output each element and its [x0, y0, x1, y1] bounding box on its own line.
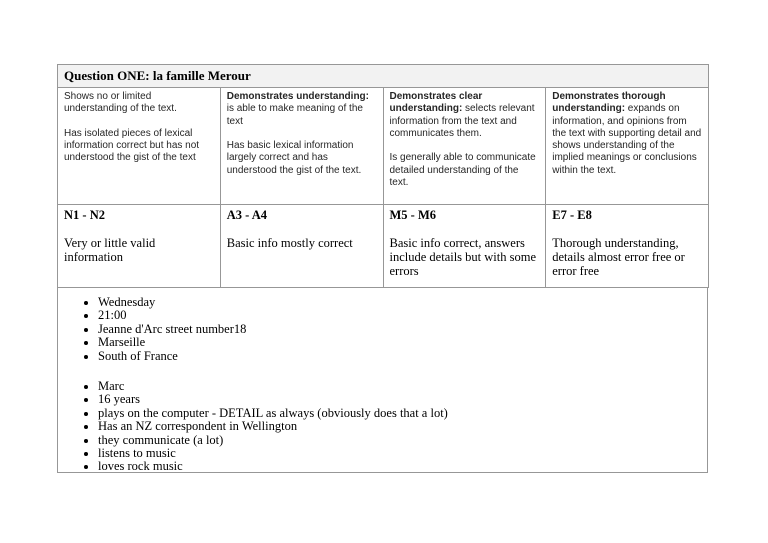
answer-list-marc [58, 380, 707, 473]
descriptor-paragraph: Is generally able to communicate detailed understanding of the text. [389, 152, 536, 189]
grade-band-label: A3 - A4 [226, 208, 268, 222]
answer-item: • South of France [98, 350, 707, 363]
answer-item: • 21:00 [98, 309, 707, 322]
grade-cell-m5-m6 [383, 205, 546, 288]
descriptor-row [58, 88, 709, 205]
answer-item: • they communicate (a lot) [98, 434, 707, 447]
descriptor-text: selects relevant information from the text and communicates them. [389, 103, 535, 139]
descriptor-paragraph [64, 91, 214, 116]
descriptor-paragraph [227, 91, 377, 128]
answer-item: • plays on the computer - DETAIL as always (obviously does that a lot) [98, 407, 707, 420]
answer-item: • Marseille [98, 336, 707, 349]
grade-band-row [58, 205, 709, 288]
grade-band-label: M5 - M6 [389, 208, 437, 222]
grade-cell-e7-e8 [546, 205, 709, 288]
grade-band-label: N1 - N2 [64, 208, 105, 222]
answer-item: • 16 years [98, 393, 707, 406]
answer-item: • Jeanne d'Arc street number18 [98, 323, 707, 336]
answer-item: • Wednesday [98, 296, 707, 309]
descriptor-lead: Demonstrates clear understanding: [389, 91, 483, 115]
descriptor-text: expands on information, and opinions from the text with supporting detail and shows understanding of the implied meanings or conclusions within the text. [552, 103, 702, 176]
grade-band-description: Thorough understanding, details almost error free or error free [552, 236, 685, 278]
descriptor-cell-not-achieved [58, 88, 221, 205]
descriptor-cell-excellence [546, 88, 709, 205]
answer-item: • loves rock music [98, 460, 707, 473]
answer-list-setting [58, 296, 707, 363]
answers-box [57, 287, 708, 473]
grade-band-description: Very or little valid information [64, 236, 156, 264]
title-row [58, 65, 709, 88]
document-page [57, 64, 708, 473]
grade-cell-a3-a4 [220, 205, 383, 288]
descriptor-lead: Demonstrates thorough understanding: [552, 91, 666, 115]
answer-item: • listens to music [98, 447, 707, 460]
descriptor-paragraph: Has isolated pieces of lexical information correct but has not understood the gist of the text [64, 127, 200, 164]
descriptor-text: Shows no or limited understanding of the text. [64, 91, 177, 115]
grade-band-description: Basic info correct, answers include details but with some errors [389, 236, 537, 278]
rubric-table [57, 64, 709, 288]
answer-item: • Has an NZ correspondent in Wellington [98, 420, 707, 433]
descriptor-paragraph: Has basic lexical information largely correct and has understood the gist of the text. [226, 140, 362, 176]
answer-item: • Marc [98, 380, 707, 393]
descriptor-cell-merit [383, 88, 546, 205]
question-title: Question ONE: la famille Merour [58, 65, 709, 88]
grade-band-description: Basic info mostly correct [226, 236, 353, 250]
descriptor-text: is able to make meaning of the text [226, 103, 363, 127]
grade-cell-n1-n2 [58, 205, 221, 288]
descriptor-paragraph [552, 91, 702, 177]
descriptor-paragraph [390, 91, 540, 140]
descriptor-cell-achieved [220, 88, 383, 205]
grade-band-label: E7 - E8 [552, 208, 592, 222]
descriptor-lead: Demonstrates understanding: [226, 91, 369, 102]
